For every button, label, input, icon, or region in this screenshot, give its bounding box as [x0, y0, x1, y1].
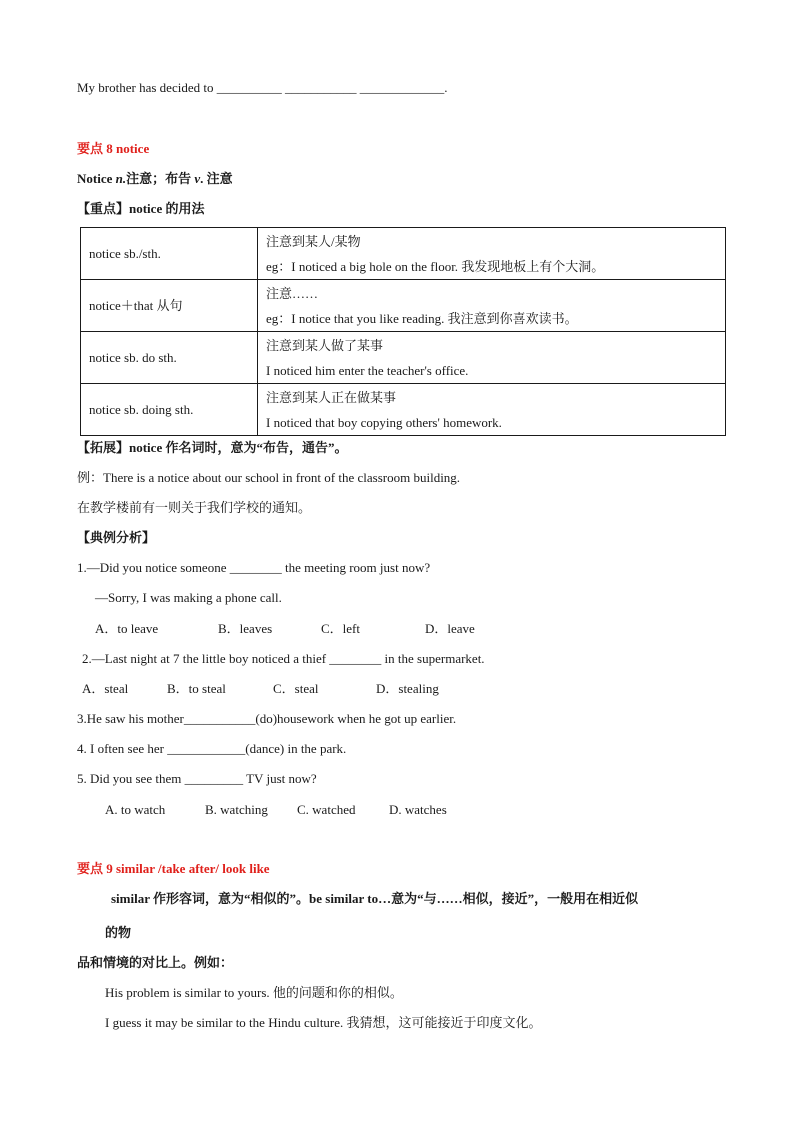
- table-row: [81, 280, 726, 332]
- question-5-option-c: C. watched: [297, 802, 356, 817]
- meaning-cell: [258, 228, 726, 280]
- example-text: I noticed him enter the teacher's office.: [266, 362, 469, 378]
- similar-paragraph-line-3: 品和情境的对比上。例如：: [77, 955, 234, 970]
- extension-heading: 【拓展】notice 作名词时，意为“布告，通告”。: [77, 440, 348, 455]
- usage-cell: notice sb./sth.: [81, 228, 258, 280]
- key-points-heading: 【重点】notice 的用法: [77, 201, 205, 216]
- verb-abbrev: v: [194, 171, 201, 186]
- example-text: eg：I noticed a big hole on the floor. 我发现地板上有个大洞。: [266, 258, 605, 274]
- table-row: [81, 332, 726, 384]
- definition-verb-meaning: . 注意: [200, 171, 233, 186]
- question-2-option-b: B．to steal: [167, 681, 226, 696]
- section-8-title: 要点 8 notice: [77, 141, 150, 156]
- definition-noun-meaning: 注意；布告: [126, 171, 195, 186]
- question-1-option-d: D．leave: [425, 621, 475, 636]
- extension-example-cn: 在教学楼前有一则关于我们学校的通知。: [77, 500, 312, 515]
- question-2-option-a: A．steal: [82, 681, 129, 696]
- question-1-reply: —Sorry, I was making a phone call.: [95, 590, 282, 605]
- example-text: eg：I notice that you like reading. 我注意到你喜欢读书。: [266, 310, 578, 326]
- question-1: 1.—Did you notice someone ________ the meeting room just now?: [77, 560, 431, 575]
- table-row: [81, 228, 726, 280]
- example-text: I noticed that boy copying others' homework.: [266, 414, 502, 430]
- exercise-sentence: My brother has decided to __________ ___________ _____________.: [77, 80, 448, 95]
- similar-example-2: I guess it may be similar to the Hindu culture. 我猜想，这可能接近于印度文化。: [105, 1015, 542, 1030]
- question-4: 4. I often see her ____________(dance) in the park.: [77, 741, 347, 756]
- usage-cell: notice＋that 从句: [81, 280, 258, 332]
- question-1-option-b: B．leaves: [218, 621, 273, 636]
- section-9-title: 要点 9 similar /take after/ look like: [77, 861, 270, 876]
- noun-abbrev: n.: [115, 171, 127, 186]
- meaning-cell: [258, 332, 726, 384]
- table-row: [81, 384, 726, 436]
- question-5-option-d: D. watches: [389, 802, 447, 817]
- extension-example-en: 例：There is a notice about our school in front of the classroom building.: [77, 470, 461, 485]
- question-1-option-c: C．left: [321, 621, 360, 636]
- question-2-option-d: D．stealing: [376, 681, 439, 696]
- meaning-cell: [258, 280, 726, 332]
- question-3: 3.He saw his mother___________(do)housework when he got up earlier.: [77, 711, 457, 726]
- similar-paragraph-line-2: 的物: [105, 925, 132, 940]
- question-5-option-a: A. to watch: [105, 802, 166, 817]
- analysis-heading: 【典例分析】: [77, 530, 156, 545]
- meaning-cell: [258, 384, 726, 436]
- meaning-text: 注意到某人正在做某事: [266, 389, 397, 405]
- question-5: 5. Did you see them _________ TV just now?: [77, 771, 317, 786]
- similar-paragraph-line-1: similar 作形容词，意为“相似的”。be similar to…意为“与……相似，接近”，一般用在相近似: [111, 891, 639, 906]
- meaning-text: 注意到某人/某物: [266, 233, 361, 249]
- meaning-text: 注意到某人做了某事: [266, 337, 384, 353]
- question-5-option-b: B. watching: [205, 802, 268, 817]
- notice-definition: [77, 171, 233, 187]
- meaning-text: 注意……: [266, 285, 319, 301]
- question-2-option-c: C．steal: [273, 681, 319, 696]
- notice-usage-table: [80, 227, 726, 436]
- definition-word: Notice: [77, 171, 116, 186]
- similar-example-1: His problem is similar to yours. 他的问题和你的相似。: [105, 985, 403, 1000]
- usage-cell: notice sb. doing sth.: [81, 384, 258, 436]
- question-1-option-a: A．to leave: [95, 621, 159, 636]
- question-2: 2.—Last night at 7 the little boy noticed a thief ________ in the supermarket.: [82, 651, 485, 666]
- usage-cell: notice sb. do sth.: [81, 332, 258, 384]
